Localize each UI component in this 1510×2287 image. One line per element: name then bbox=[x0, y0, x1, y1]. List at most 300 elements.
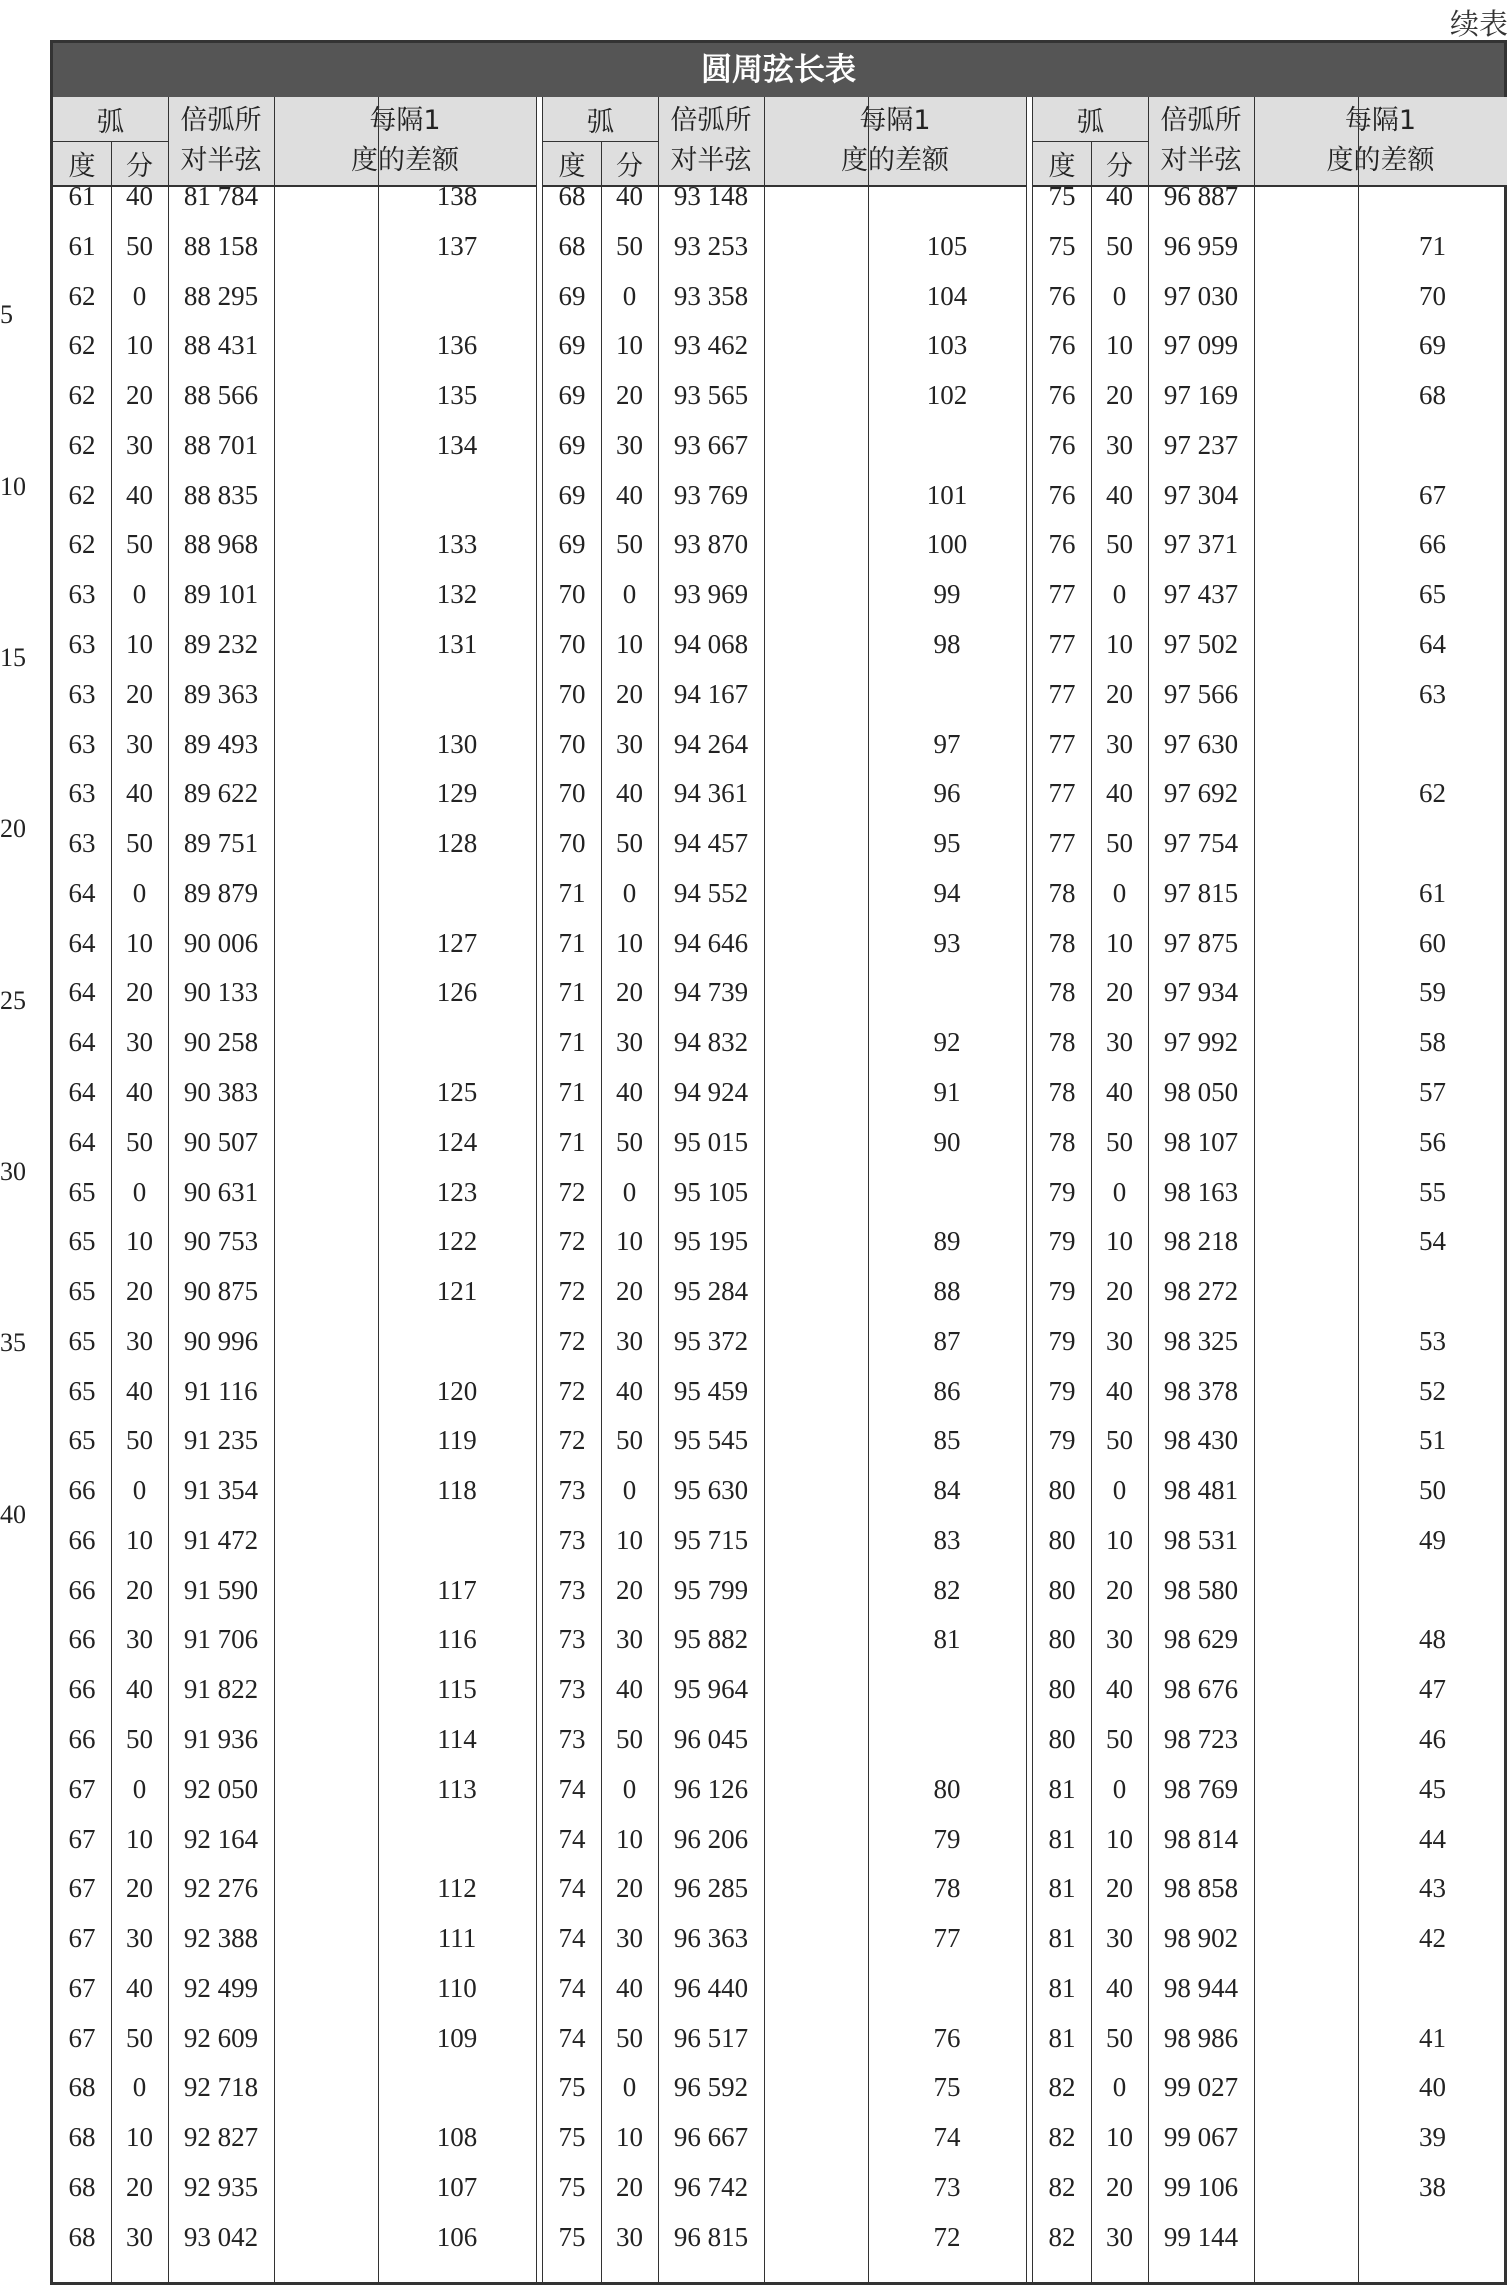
degree-cell: 75 bbox=[558, 2072, 586, 2103]
table-group-1 bbox=[53, 97, 536, 2282]
half-chord-cell: 98 944 bbox=[1163, 1972, 1239, 2003]
degree-cell: 72 bbox=[558, 1425, 586, 1456]
degree-cell: 62 bbox=[68, 479, 96, 510]
table-row bbox=[543, 818, 1026, 868]
half-chord-cell: 96 592 bbox=[673, 2072, 749, 2103]
degree-cell: 65 bbox=[68, 1375, 96, 1406]
half-chord-cell: 93 042 bbox=[183, 2221, 259, 2252]
table-row bbox=[543, 719, 1026, 769]
table-row bbox=[1033, 2162, 1507, 2212]
difference-cell: 67 bbox=[1419, 479, 1446, 510]
half-chord-cell: 94 646 bbox=[673, 927, 749, 958]
half-chord-cell: 91 936 bbox=[183, 1724, 259, 1755]
degree-cell: 64 bbox=[68, 1076, 96, 1107]
degree-cell: 70 bbox=[558, 678, 586, 709]
minute-cell: 0 bbox=[622, 2072, 637, 2103]
half-chord-cell: 93 148 bbox=[673, 181, 749, 211]
difference-cell: 62 bbox=[1419, 778, 1446, 809]
difference-cell: 99 bbox=[933, 579, 961, 610]
degree-cell: 73 bbox=[558, 1475, 586, 1506]
half-chord-cell: 96 285 bbox=[673, 1873, 749, 1904]
line-number: 35 bbox=[0, 1328, 26, 1357]
difference-cell: 79 bbox=[933, 1823, 961, 1854]
table-row bbox=[543, 619, 1026, 669]
difference-cell: 103 bbox=[926, 330, 968, 361]
half-chord-cell: 98 107 bbox=[1163, 1126, 1239, 1157]
minute-cell: 40 bbox=[616, 1076, 643, 1107]
minute-cell: 20 bbox=[1106, 380, 1133, 411]
minute-cell: 40 bbox=[1106, 1375, 1133, 1406]
degree-cell: 67 bbox=[68, 1972, 96, 2003]
header-minute: 分 bbox=[126, 150, 153, 182]
degree-cell: 81 bbox=[1048, 1773, 1076, 1804]
difference-cell: 39 bbox=[1419, 2122, 1446, 2153]
difference-cell: 87 bbox=[933, 1325, 961, 1356]
half-chord-cell: 97 030 bbox=[1163, 280, 1239, 311]
difference-cell: 55 bbox=[1419, 1176, 1446, 1207]
minute-cell: 50 bbox=[126, 230, 153, 261]
table-row bbox=[1033, 1863, 1507, 1913]
difference-cell: 44 bbox=[1419, 1823, 1446, 1854]
header-text: 每隔1 bbox=[1344, 105, 1417, 136]
difference-cell: 138 bbox=[436, 181, 478, 211]
degree-cell: 78 bbox=[1048, 1126, 1076, 1157]
table-row bbox=[1033, 719, 1507, 769]
difference-cell: 57 bbox=[1419, 1076, 1446, 1107]
degree-cell: 68 bbox=[558, 181, 586, 211]
table-row bbox=[543, 669, 1026, 719]
table-row bbox=[543, 370, 1026, 420]
half-chord-cell: 88 431 bbox=[183, 330, 259, 361]
table-row bbox=[53, 1465, 536, 1515]
table-row bbox=[53, 569, 536, 619]
degree-cell: 66 bbox=[68, 1724, 96, 1755]
table-row bbox=[543, 1167, 1026, 1217]
degree-cell: 82 bbox=[1048, 2072, 1076, 2103]
header-text: 对半弦 bbox=[670, 145, 752, 176]
half-chord-cell: 95 195 bbox=[673, 1226, 749, 1257]
degree-cell: 67 bbox=[68, 1823, 96, 1854]
half-chord-cell: 90 996 bbox=[183, 1325, 259, 1356]
difference-cell: 56 bbox=[1419, 1126, 1446, 1157]
half-chord-cell: 90 133 bbox=[183, 977, 259, 1008]
header-degree: 度 bbox=[558, 150, 586, 182]
degree-cell: 66 bbox=[68, 1475, 96, 1506]
minute-cell: 30 bbox=[616, 2221, 643, 2252]
minute-cell: 40 bbox=[616, 1972, 643, 2003]
minute-cell: 40 bbox=[616, 1375, 643, 1406]
table-row bbox=[543, 868, 1026, 918]
header-text: 度的差额 bbox=[841, 145, 949, 176]
table-row bbox=[543, 271, 1026, 321]
table-row bbox=[1033, 818, 1507, 868]
half-chord-cell: 96 667 bbox=[673, 2122, 749, 2153]
degree-cell: 64 bbox=[68, 977, 96, 1008]
minute-cell: 40 bbox=[1106, 1972, 1133, 2003]
difference-cell: 69 bbox=[1419, 330, 1446, 361]
degree-cell: 81 bbox=[1048, 1923, 1076, 1954]
degree-cell: 72 bbox=[558, 1176, 586, 1207]
half-chord-cell: 90 006 bbox=[183, 927, 259, 958]
line-number: 40 bbox=[0, 1500, 26, 1529]
minute-cell: 10 bbox=[126, 2122, 153, 2153]
minute-cell: 50 bbox=[126, 529, 153, 560]
table-row bbox=[53, 2062, 536, 2112]
half-chord-cell: 98 050 bbox=[1163, 1076, 1239, 1107]
half-chord-cell: 92 388 bbox=[183, 1923, 259, 1954]
half-chord-cell: 95 545 bbox=[673, 1425, 749, 1456]
half-chord-cell: 97 692 bbox=[1163, 778, 1239, 809]
difference-cell: 111 bbox=[437, 1923, 477, 1954]
table-group-3 bbox=[1033, 97, 1507, 2282]
difference-cell: 49 bbox=[1419, 1524, 1446, 1555]
half-chord-cell: 88 566 bbox=[183, 380, 259, 411]
minute-cell: 50 bbox=[616, 529, 643, 560]
half-chord-cell: 95 459 bbox=[673, 1375, 749, 1406]
difference-cell: 96 bbox=[933, 778, 961, 809]
half-chord-cell: 99 144 bbox=[1163, 2221, 1239, 2252]
minute-cell: 0 bbox=[132, 1773, 147, 1804]
table-row bbox=[1033, 1764, 1507, 1814]
degree-cell: 77 bbox=[1048, 579, 1076, 610]
minute-cell: 0 bbox=[622, 877, 637, 908]
half-chord-cell: 89 101 bbox=[183, 579, 259, 610]
degree-cell: 63 bbox=[68, 579, 96, 610]
minute-cell: 10 bbox=[1106, 628, 1133, 659]
minute-cell: 10 bbox=[1106, 1524, 1133, 1555]
half-chord-cell: 90 631 bbox=[183, 1176, 259, 1207]
degree-cell: 73 bbox=[558, 1724, 586, 1755]
degree-cell: 65 bbox=[68, 1425, 96, 1456]
degree-cell: 77 bbox=[1048, 828, 1076, 859]
table-row bbox=[543, 1565, 1026, 1615]
degree-cell: 80 bbox=[1048, 1475, 1076, 1506]
difference-cell: 131 bbox=[436, 628, 478, 659]
difference-cell: 42 bbox=[1419, 1923, 1446, 1954]
minute-cell: 30 bbox=[126, 429, 153, 460]
half-chord-cell: 94 739 bbox=[673, 977, 749, 1008]
half-chord-cell: 89 363 bbox=[183, 678, 259, 709]
degree-cell: 72 bbox=[558, 1276, 586, 1307]
minute-cell: 10 bbox=[616, 628, 643, 659]
difference-cell: 88 bbox=[933, 1276, 961, 1307]
header-text: 倍弧所 bbox=[670, 105, 752, 136]
degree-cell: 78 bbox=[1048, 1076, 1076, 1107]
degree-cell: 76 bbox=[1048, 529, 1076, 560]
minute-cell: 40 bbox=[126, 1674, 153, 1705]
half-chord-cell: 99 106 bbox=[1163, 2172, 1239, 2202]
difference-cell: 94 bbox=[933, 877, 961, 908]
degree-cell: 68 bbox=[68, 2172, 96, 2202]
minute-cell: 30 bbox=[126, 1027, 153, 1058]
half-chord-cell: 89 751 bbox=[183, 828, 259, 859]
difference-cell: 128 bbox=[436, 828, 478, 859]
half-chord-cell: 98 531 bbox=[1163, 1524, 1239, 1555]
degree-cell: 64 bbox=[68, 927, 96, 958]
half-chord-cell: 99 027 bbox=[1163, 2072, 1239, 2103]
half-chord-cell: 97 237 bbox=[1163, 429, 1239, 460]
half-chord-cell: 90 383 bbox=[183, 1076, 259, 1107]
minute-cell: 30 bbox=[1106, 429, 1133, 460]
half-chord-cell: 94 924 bbox=[673, 1076, 749, 1107]
degree-cell: 77 bbox=[1048, 678, 1076, 709]
degree-cell: 72 bbox=[558, 1375, 586, 1406]
difference-cell: 47 bbox=[1419, 1674, 1446, 1705]
half-chord-cell: 96 742 bbox=[673, 2172, 749, 2202]
table-row bbox=[1033, 967, 1507, 1017]
degree-cell: 63 bbox=[68, 678, 96, 709]
degree-cell: 79 bbox=[1048, 1325, 1076, 1356]
table-row bbox=[543, 569, 1026, 619]
difference-cell: 63 bbox=[1419, 678, 1446, 709]
minute-cell: 0 bbox=[622, 1773, 637, 1804]
minute-cell: 10 bbox=[126, 927, 153, 958]
half-chord-cell: 92 499 bbox=[183, 1972, 259, 2003]
table-row bbox=[53, 2013, 536, 2063]
difference-cell: 84 bbox=[933, 1475, 961, 1506]
minute-cell: 30 bbox=[1106, 1923, 1133, 1954]
minute-cell: 0 bbox=[132, 1176, 147, 1207]
table-row bbox=[543, 1814, 1026, 1864]
minute-cell: 40 bbox=[616, 778, 643, 809]
minute-cell: 0 bbox=[622, 1475, 637, 1506]
minute-cell: 0 bbox=[132, 1475, 147, 1506]
half-chord-cell: 98 814 bbox=[1163, 1823, 1239, 1854]
difference-cell: 85 bbox=[933, 1425, 961, 1456]
table-row bbox=[1033, 1714, 1507, 1764]
half-chord-cell: 94 167 bbox=[673, 678, 749, 709]
half-chord-cell: 88 295 bbox=[183, 280, 259, 311]
minute-cell: 40 bbox=[126, 778, 153, 809]
degree-cell: 81 bbox=[1048, 1823, 1076, 1854]
half-chord-cell: 91 822 bbox=[183, 1674, 259, 1705]
minute-cell: 30 bbox=[126, 1624, 153, 1655]
difference-cell: 114 bbox=[437, 1724, 477, 1755]
table-row bbox=[1033, 1664, 1507, 1714]
table-row bbox=[543, 1664, 1026, 1714]
table-row bbox=[1033, 1963, 1507, 2013]
half-chord-cell: 90 507 bbox=[183, 1126, 259, 1157]
difference-cell: 58 bbox=[1419, 1027, 1446, 1058]
difference-cell: 116 bbox=[437, 1624, 477, 1655]
minute-cell: 0 bbox=[1112, 877, 1127, 908]
degree-cell: 79 bbox=[1048, 1226, 1076, 1257]
half-chord-cell: 92 718 bbox=[183, 2072, 259, 2103]
half-chord-cell: 95 284 bbox=[673, 1276, 749, 1307]
minute-cell: 10 bbox=[616, 1226, 643, 1257]
minute-cell: 10 bbox=[1106, 1226, 1133, 1257]
line-number: 25 bbox=[0, 986, 26, 1015]
difference-cell: 66 bbox=[1419, 529, 1446, 560]
table-row bbox=[1033, 1266, 1507, 1316]
half-chord-cell: 88 835 bbox=[183, 479, 259, 510]
difference-cell: 52 bbox=[1419, 1375, 1446, 1406]
difference-cell: 104 bbox=[926, 280, 968, 311]
table-row bbox=[53, 519, 536, 569]
minute-cell: 20 bbox=[126, 380, 153, 411]
half-chord-cell: 95 630 bbox=[673, 1475, 749, 1506]
half-chord-cell: 98 769 bbox=[1163, 1773, 1239, 1804]
degree-cell: 78 bbox=[1048, 927, 1076, 958]
header-degree: 度 bbox=[68, 150, 96, 182]
half-chord-cell: 95 882 bbox=[673, 1624, 749, 1655]
degree-cell: 76 bbox=[1048, 479, 1076, 510]
difference-cell: 98 bbox=[933, 628, 961, 659]
minute-cell: 10 bbox=[126, 1524, 153, 1555]
degree-cell: 73 bbox=[558, 1674, 586, 1705]
half-chord-cell: 94 361 bbox=[673, 778, 749, 809]
table-row bbox=[543, 768, 1026, 818]
table-row bbox=[53, 2112, 536, 2162]
minute-cell: 10 bbox=[1106, 927, 1133, 958]
group-separator bbox=[536, 97, 543, 2282]
difference-cell: 65 bbox=[1419, 579, 1446, 610]
half-chord-cell: 94 264 bbox=[673, 728, 749, 759]
table-row bbox=[53, 768, 536, 818]
difference-cell: 130 bbox=[436, 728, 478, 759]
degree-cell: 72 bbox=[558, 1325, 586, 1356]
table-row bbox=[53, 370, 536, 420]
header-text: 对半弦 bbox=[180, 145, 262, 176]
degree-cell: 65 bbox=[68, 1176, 96, 1207]
degree-cell: 80 bbox=[1048, 1624, 1076, 1655]
table-row bbox=[53, 868, 536, 918]
degree-cell: 66 bbox=[68, 1674, 96, 1705]
degree-cell: 82 bbox=[1048, 2221, 1076, 2252]
minute-cell: 0 bbox=[132, 877, 147, 908]
table-row bbox=[53, 2212, 536, 2262]
half-chord-cell: 96 440 bbox=[673, 1972, 749, 2003]
minute-cell: 40 bbox=[1106, 778, 1133, 809]
header-arc: 弧 bbox=[97, 106, 124, 138]
degree-cell: 71 bbox=[558, 1126, 586, 1157]
minute-cell: 10 bbox=[126, 628, 153, 659]
minute-cell: 0 bbox=[622, 1176, 637, 1207]
degree-cell: 79 bbox=[1048, 1375, 1076, 1406]
difference-cell: 54 bbox=[1419, 1226, 1446, 1257]
minute-cell: 30 bbox=[616, 1624, 643, 1655]
table-row bbox=[1033, 470, 1507, 520]
difference-cell: 76 bbox=[933, 2022, 961, 2053]
minute-cell: 0 bbox=[1112, 1176, 1127, 1207]
degree-cell: 69 bbox=[558, 529, 586, 560]
difference-cell: 113 bbox=[437, 1773, 477, 1804]
half-chord-cell: 98 676 bbox=[1163, 1674, 1239, 1705]
degree-cell: 81 bbox=[1048, 1873, 1076, 1904]
half-chord-cell: 88 968 bbox=[183, 529, 259, 560]
degree-cell: 70 bbox=[558, 579, 586, 610]
table-row bbox=[543, 918, 1026, 968]
minute-cell: 30 bbox=[616, 429, 643, 460]
half-chord-cell: 91 590 bbox=[183, 1574, 259, 1605]
degree-cell: 80 bbox=[1048, 1524, 1076, 1555]
half-chord-cell: 99 067 bbox=[1163, 2122, 1239, 2153]
half-chord-cell: 96 206 bbox=[673, 1823, 749, 1854]
minute-cell: 30 bbox=[616, 728, 643, 759]
header-arc: 弧 bbox=[1077, 106, 1104, 138]
minute-cell: 10 bbox=[616, 1823, 643, 1854]
table-row bbox=[543, 1913, 1026, 1963]
minute-cell: 10 bbox=[616, 2122, 643, 2153]
minute-cell: 20 bbox=[616, 678, 643, 709]
degree-cell: 73 bbox=[558, 1574, 586, 1605]
table-row bbox=[53, 1814, 536, 1864]
line-number: 20 bbox=[0, 814, 26, 843]
degree-cell: 61 bbox=[68, 230, 96, 261]
half-chord-cell: 98 163 bbox=[1163, 1176, 1239, 1207]
table-row bbox=[1033, 1415, 1507, 1465]
difference-cell: 43 bbox=[1419, 1873, 1446, 1904]
half-chord-cell: 97 754 bbox=[1163, 828, 1239, 859]
table-row bbox=[543, 420, 1026, 470]
table-row bbox=[543, 1266, 1026, 1316]
half-chord-cell: 91 706 bbox=[183, 1624, 259, 1655]
minute-cell: 0 bbox=[1112, 2072, 1127, 2103]
minute-cell: 50 bbox=[1106, 1724, 1133, 1755]
minute-cell: 30 bbox=[1106, 1027, 1133, 1058]
table-row bbox=[543, 1216, 1026, 1266]
minute-cell: 50 bbox=[126, 1425, 153, 1456]
minute-cell: 50 bbox=[1106, 828, 1133, 859]
minute-cell: 50 bbox=[126, 1724, 153, 1755]
half-chord-cell: 97 815 bbox=[1163, 877, 1239, 908]
degree-cell: 68 bbox=[68, 2221, 96, 2252]
table-row bbox=[53, 1415, 536, 1465]
degree-cell: 67 bbox=[68, 1873, 96, 1904]
table-row bbox=[53, 221, 536, 271]
degree-cell: 63 bbox=[68, 828, 96, 859]
degree-cell: 76 bbox=[1048, 330, 1076, 361]
header-text: 度的差额 bbox=[1326, 145, 1435, 176]
minute-cell: 20 bbox=[616, 1574, 643, 1605]
minute-cell: 50 bbox=[616, 1425, 643, 1456]
half-chord-cell: 98 986 bbox=[1163, 2022, 1239, 2053]
half-chord-cell: 92 164 bbox=[183, 1823, 259, 1854]
minute-cell: 20 bbox=[1106, 1574, 1133, 1605]
table-row bbox=[53, 719, 536, 769]
degree-cell: 68 bbox=[558, 230, 586, 261]
table-row bbox=[543, 470, 1026, 520]
difference-cell: 38 bbox=[1419, 2172, 1446, 2202]
table-row bbox=[53, 967, 536, 1017]
minute-cell: 0 bbox=[1112, 280, 1127, 311]
degree-cell: 71 bbox=[558, 1076, 586, 1107]
half-chord-cell: 92 276 bbox=[183, 1873, 259, 1904]
table-row bbox=[1033, 171, 1507, 221]
minute-cell: 20 bbox=[616, 1873, 643, 1904]
minute-cell: 0 bbox=[1112, 1475, 1127, 1506]
half-chord-cell: 92 827 bbox=[183, 2122, 259, 2153]
half-chord-cell: 97 992 bbox=[1163, 1027, 1239, 1058]
minute-cell: 10 bbox=[1106, 1823, 1133, 1854]
degree-cell: 80 bbox=[1048, 1724, 1076, 1755]
minute-cell: 10 bbox=[126, 1226, 153, 1257]
degree-cell: 71 bbox=[558, 877, 586, 908]
minute-cell: 40 bbox=[126, 181, 153, 211]
table-row bbox=[53, 2162, 536, 2212]
table-row bbox=[543, 1415, 1026, 1465]
minute-cell: 40 bbox=[1106, 1076, 1133, 1107]
minute-cell: 0 bbox=[132, 280, 147, 311]
degree-cell: 80 bbox=[1048, 1674, 1076, 1705]
degree-cell: 70 bbox=[558, 778, 586, 809]
degree-cell: 74 bbox=[558, 1773, 586, 1804]
table-row bbox=[53, 271, 536, 321]
table-row bbox=[1033, 1316, 1507, 1366]
half-chord-cell: 97 169 bbox=[1163, 380, 1239, 411]
degree-cell: 80 bbox=[1048, 1574, 1076, 1605]
table-row bbox=[543, 1117, 1026, 1167]
